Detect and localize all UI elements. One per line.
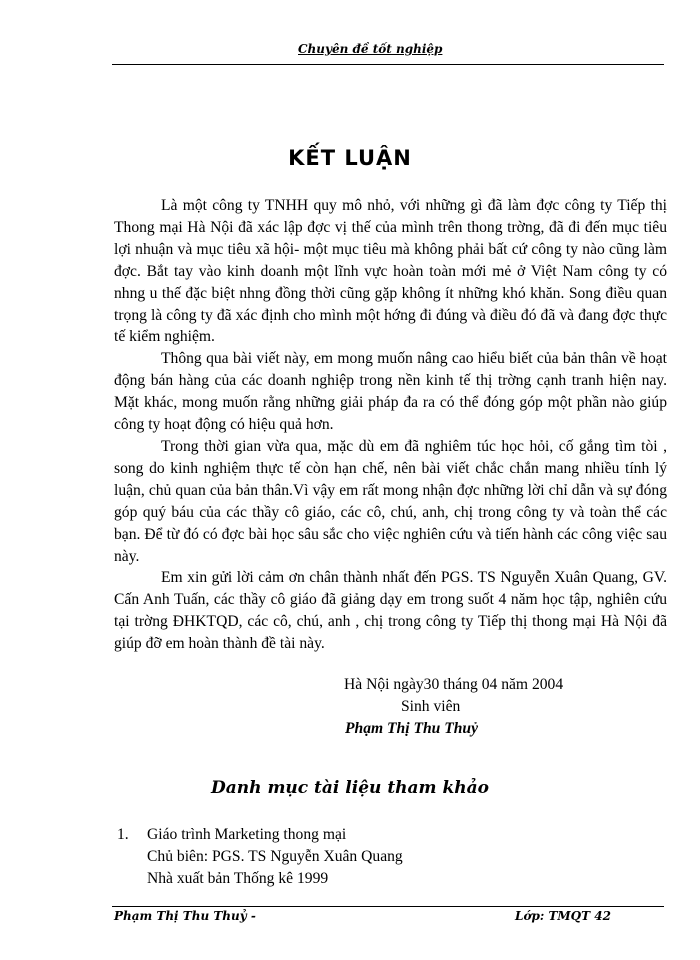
conclusion-body [114,195,667,655]
reference-line: Chủ biên: PGS. TS Nguyễn Xuân Quang [147,848,403,865]
references-title: Danh mục tài liệu tham khảo [211,778,489,798]
signature-place-date: Hà Nội ngày30 tháng 04 năm 2004 [344,676,564,693]
reference-number: 1. [117,826,129,843]
paragraph: Là một công ty TNHH quy mô nhỏ, với những gì đã làm đợc công ty Tiếp thị Thong mại Hà Nội đã xác lập đợc vị thế của mình trên thong trờng, đã đi đến mục tiêu lợi nhuận và mục tiêu xã hội- một mục tiêu mà không phải bất cứ công ty nào cũng làm đợc. Bắt tay vào kinh doanh một lĩnh vực hoàn toàn mới mẻ ở Việt Nam công ty có nhng u thế đặc biệt nhng đồng thời cũng gặp không ít những khó khăn. Song điều quan trọng là công ty đã xác định cho mình một hớng đi đúng và điều đó đã và đang đợc thực tế kiểm nghiệm. [114,197,667,346]
paragraph: Em xin gửi lời cảm ơn chân thành nhất đến PGS. TS Nguyễn Xuân Quang, GV. Cấn Anh Tuấn, các thầy cô giáo đã giảng dạy em trong suốt 4 năm học tập, nghiên cứu tại trờng ĐHKTQD, các cô, chú, anh , chị trong công ty Tiếp thị thong mại Hà Nội đã giúp đỡ em hoàn thành đề tài này. [114,569,667,653]
reference-line: Nhà xuất bản Thống kê 1999 [147,870,329,887]
paragraph: Thông qua bài viết này, em mong muốn nâng cao hiểu biết của bản thân về hoạt động bán hàng của các doanh nghiệp trong nền kinh tế thị trờng cạnh tranh hiện nay. Mặt khác, mong muốn rằng những giải pháp đa ra có thể đóng góp một phần nào giúp công ty hoạt động có hiệu quả hơn. [114,350,667,434]
paragraph: Trong thời gian vừa qua, mặc dù em đã nghiêm túc học hỏi, cố gắng tìm tòi , song do kinh nghiệm thực tế còn hạn chế, nên bài viết chắc chắn mang nhiều tính lý luận, chủ quan của bản thân.Vì vậy em rất mong nhận đợc những lời chỉ dẫn và sự đóng góp quý báu của các thầy cô giáo, các cô, chú, anh, chị trong công ty và toàn thể các bạn. Để từ đó có đợc bài học sâu sắc cho việc nghiên cứu và tiến hành các công việc sau này. [114,437,667,565]
header-rule [112,64,664,65]
reference-line: Giáo trình Marketing thong mại [147,826,347,843]
page-header: Chuyên đề tốt nghiệp [298,42,443,56]
page-title: KẾT LUẬN [288,146,412,170]
footer-class: Lớp: TMQT 42 [515,909,611,923]
footer-author: Phạm Thị Thu Thuỷ - [114,909,256,923]
signature-role: Sinh viên [401,698,461,715]
footer-rule [112,906,664,907]
signature-name: Phạm Thị Thu Thuỷ [345,720,479,737]
